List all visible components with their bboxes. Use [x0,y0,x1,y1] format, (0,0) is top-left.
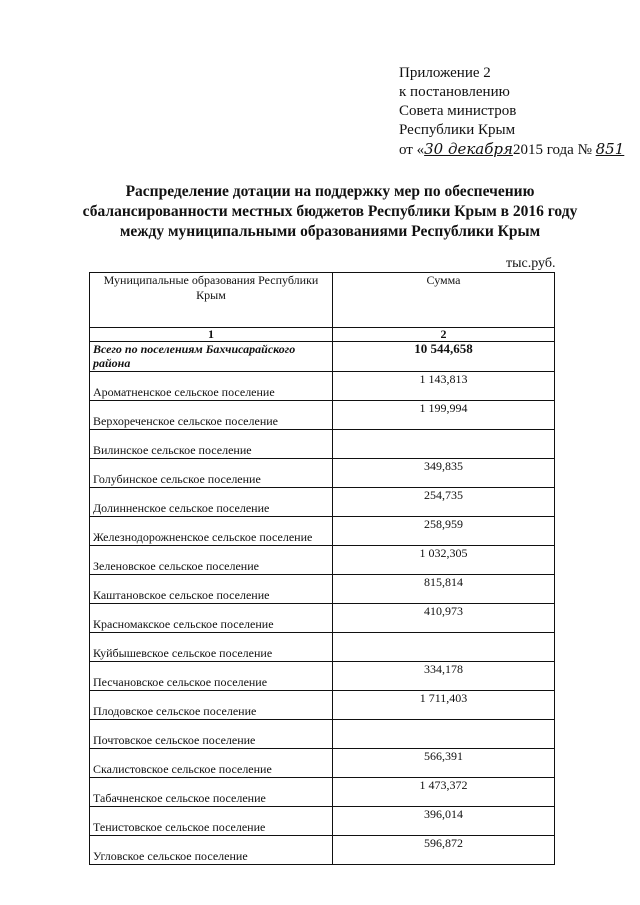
header-municipality: Муниципальные образования Республики Крым [90,273,333,328]
table-row [90,749,555,778]
settlement-name: Голубинское сельское поселение [90,459,333,488]
settlement-name: Вилинское сельское поселение [90,430,333,459]
settlement-name: Почтовское сельское поселение [90,720,333,749]
settlement-sum: 254,735 [333,488,555,517]
table-row [90,546,555,575]
total-row [90,342,555,372]
column-number: 2 [333,328,555,342]
appendix-line: Республики Крым [399,122,516,138]
column-number-row [90,328,555,342]
settlement-name: Долинненское сельское поселение [90,488,333,517]
units-label: тыс.руб. [506,256,556,271]
table-row [90,401,555,430]
settlement-name: Каштановское сельское поселение [90,575,333,604]
table-row [90,488,555,517]
appendix-line: Приложение 2 [399,65,491,81]
settlement-sum: 1 473,372 [333,778,555,807]
table-header-row [90,273,555,328]
settlement-name: Скалистовское сельское поселение [90,749,333,778]
total-name: Всего по поселениям Бахчисарайского района [90,342,333,372]
settlement-name: Железнодорожненское сельское поселение [90,517,333,546]
settlement-name: Плодовское сельское поселение [90,691,333,720]
table-row [90,372,555,401]
settlement-name: Песчановское сельское поселение [90,662,333,691]
table-row [90,807,555,836]
allocation-table [89,272,555,865]
table-row [90,662,555,691]
year-text: 2015 года № [512,142,592,158]
settlement-sum: 566,391 [333,749,555,778]
settlement-sum: 334,178 [333,662,555,691]
table-row [90,720,555,749]
table-row [90,517,555,546]
column-number: 1 [90,328,333,342]
settlement-sum: 1 032,305 [333,546,555,575]
table-row [90,604,555,633]
settlement-sum [333,633,555,662]
settlement-name: Угловское сельское поселение [90,836,333,865]
settlement-sum: 349,835 [333,459,555,488]
table-row [90,778,555,807]
appendix-line: к постановлению [399,84,510,100]
settlement-name: Тенистовское сельское поселение [90,807,333,836]
settlement-name: Табачненское сельское поселение [90,778,333,807]
settlement-name: Верхореченское сельское поселение [90,401,333,430]
settlement-sum: 1 711,403 [333,691,555,720]
table-row [90,691,555,720]
total-sum: 10 544,658 [333,342,555,372]
settlement-sum: 815,814 [333,575,555,604]
date-prefix: от « [399,142,425,158]
appendix-date-line [399,140,624,160]
header-sum: Сумма [333,273,555,328]
settlement-sum: 1 199,994 [333,401,555,430]
table-row [90,575,555,604]
settlement-sum: 410,973 [333,604,555,633]
appendix-block [399,64,624,160]
title-line: Распределение дотации на поддержку мер по обеспечению [125,183,535,200]
settlement-sum: 396,014 [333,807,555,836]
handwritten-number: 851 [595,140,625,158]
title-line: сбалансированности местных бюджетов Республики Крым в 2016 году [82,203,578,220]
settlement-sum [333,430,555,459]
settlement-name: Красномакское сельское поселение [90,604,333,633]
settlement-name: Зеленовское сельское поселение [90,546,333,575]
settlement-sum: 1 143,813 [333,372,555,401]
table-row [90,459,555,488]
table-row [90,430,555,459]
table-row [90,633,555,662]
settlement-sum: 596,872 [333,836,555,865]
settlement-name: Ароматненское сельское поселение [90,372,333,401]
document-title [60,182,600,242]
settlement-name: Куйбышевское сельское поселение [90,633,333,662]
appendix-line: Совета министров [399,103,517,119]
settlement-sum: 258,959 [333,517,555,546]
handwritten-date: 30 декабря [424,140,513,158]
title-line: между муниципальными образованиями Республики Крым [119,223,541,240]
settlement-sum [333,720,555,749]
table-row [90,836,555,865]
